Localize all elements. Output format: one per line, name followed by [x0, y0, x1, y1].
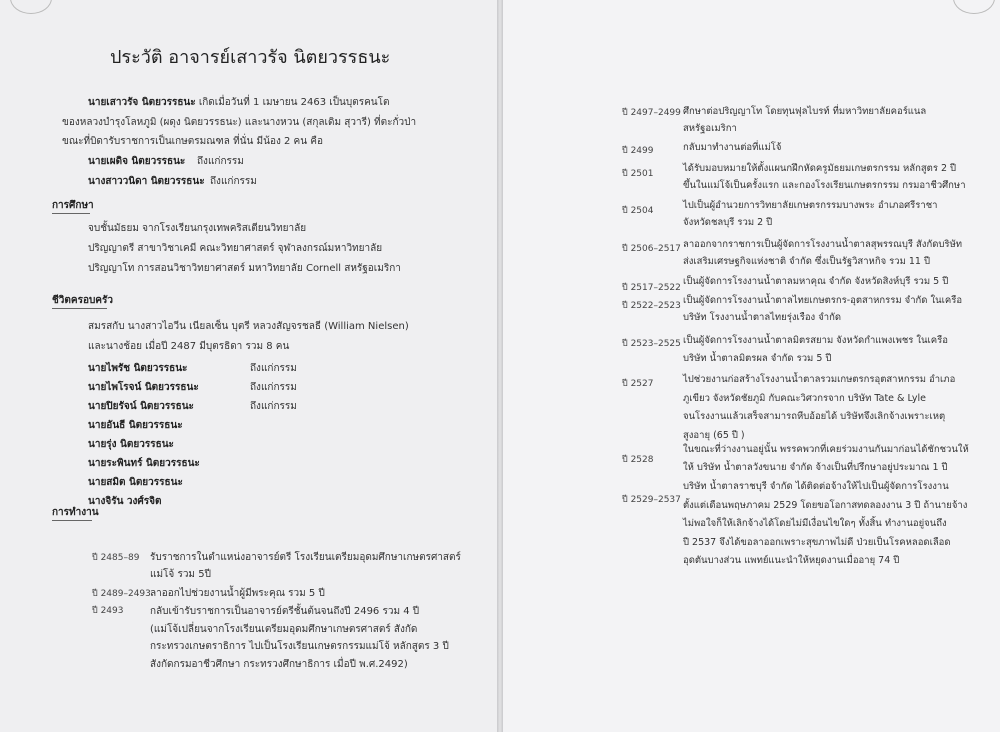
page-corner-ornament	[953, 0, 995, 14]
work-entry	[683, 332, 948, 368]
work-entry	[683, 103, 926, 137]
right-page	[503, 0, 1000, 732]
page-corner-ornament	[10, 0, 52, 14]
sibling-name: นางสาววนิดา นิตยวรรธนะ	[88, 176, 205, 187]
work-entry	[683, 141, 781, 154]
intro-line-3: ขณะที่บิดารับราชการเป็นเกษตรมณฑล ที่นั่น มีน้อง 2 คน คือ	[62, 136, 323, 147]
work-entry-line: สูงอายุ (65 ปี )	[683, 429, 745, 441]
child-name: นายปิยรัจน์ นิตยวรรธนะ	[88, 401, 194, 412]
work-entry-line: จังหวัดชลบุรี รวม 2 ปี	[683, 217, 773, 228]
child-name: นายไพรัช นิตยวรรธนะ	[88, 363, 188, 374]
education-heading: การศึกษา	[52, 200, 94, 211]
work-entry	[683, 441, 969, 477]
work-entry-line: กระทรวงเกษตราธิการ ไปเป็นโรงเรียนเกษตรกรรมแม่โจ้ หลักสูตร 3 ปี	[150, 641, 449, 652]
work-entry	[683, 197, 938, 231]
work-year: ปี 2506–2517	[622, 244, 681, 254]
work-entry-line: สหรัฐอเมริกา	[683, 123, 737, 134]
work-entry-line: ไม่พอใจก็ให้เลิกจ้างได้โดยไม่มีเงื่อนไขใดๆ ทั้งสิ้น ทำงานอยู่จนถึง	[683, 518, 947, 529]
work-year: ปี 2501	[622, 169, 654, 179]
work-year: ปี 2485–89	[92, 553, 140, 563]
child-status: ถึงแก่กรรม	[250, 401, 297, 412]
work-entry-line: บริษัท น้ำตาลมิตรผล จำกัด รวม 5 ปี	[683, 353, 832, 364]
work-year: ปี 2493	[92, 606, 124, 616]
work-year: ปี 2522–2523	[622, 301, 681, 311]
work-entry-line: ลาออกจากราชการเป็นผู้จัดการโรงงานน้ำตาลสุพรรณบุรี สังกัดบริษัท	[683, 239, 963, 250]
work-entry-line: แม่โจ้ รวม 5ปี	[150, 569, 211, 580]
work-entry-line: เป็นผู้จัดการโรงงานน้ำตาลมหาคุณ จำกัด จังหวัดสิงห์บุรี รวม 5 ปี	[683, 276, 949, 287]
work-entry	[683, 160, 966, 194]
work-entry	[683, 236, 962, 270]
work-entry-line: สังกัดกรมอาชีวศึกษา กระทรวงศึกษาธิการ เมื่อปี พ.ศ.2492)	[150, 658, 408, 670]
intro-line-1-text: เกิดเมื่อวันที่ 1 เมษายน 2463 เป็นบุตรคนโต	[195, 97, 390, 108]
heading-underline	[52, 308, 107, 309]
education-line: จบชั้นมัธยม จากโรงเรียนกรุงเทพคริสเตียนวิทยาลัย	[88, 223, 307, 234]
sibling-name: นายเผดิจ นิตยวรรธนะ	[88, 156, 186, 167]
work-heading: การทำงาน	[52, 507, 99, 518]
work-year: ปี 2489–2493	[92, 589, 151, 599]
work-entry-line: ส่งเสริมเศรษฐกิจแห่งชาติ จำกัด ซึ่งเป็นรัฐวิสาหกิจ รวม 11 ปี	[683, 256, 931, 267]
child-status: ถึงแก่กรรม	[250, 382, 297, 393]
work-entry-line: ไปช่วยงานก่อสร้างโรงงานน้ำตาลรวมเกษตรกรอุตสาหกรรม อำเภอ	[683, 374, 956, 385]
work-entry-line: ไปเป็นผู้อำนวยการวิทยาลัยเกษตรกรรมบางพระ อำเภอศรีราชา	[683, 200, 938, 211]
work-entry-line: บริษัท น้ำตาลราชบุรี จำกัด ได้ติดต่อจ้างให้ไปเป็นผู้จัดการโรงงาน	[683, 481, 949, 492]
work-entry	[683, 478, 967, 571]
heading-underline	[52, 520, 92, 521]
work-entry-line: เป็นผู้จัดการโรงงานน้ำตาลไทยเกษตรกร-อุตสาหกรรม จำกัด ในเครือ	[683, 295, 963, 306]
family-line-2: และนางช้อย เมื่อปี 2487 มีบุตรธิดา รวม 8 คน	[88, 341, 290, 352]
work-entry-line: ศึกษาต่อปริญญาโท โดยทุนฟุลไบรท์ ที่มหาวิทยาลัยคอร์แนล	[683, 106, 927, 117]
work-year: ปี 2523–2525	[622, 339, 681, 349]
child-name: นางจิรัน วงศ์รจิต	[88, 496, 162, 507]
left-page	[0, 0, 497, 732]
work-entry-line: กลับมาทำงานต่อที่แม่โจ้	[683, 142, 782, 153]
work-entry-line: (แม่โจ้เปลี่ยนจากโรงเรียนเตรียมอุดมศึกษาเกษตรศาสตร์ สังกัด	[150, 623, 418, 635]
child-status: ถึงแก่กรรม	[250, 363, 297, 374]
subject-name: นายเสาวรัจ นิตยวรรธนะ	[88, 97, 196, 108]
work-entry	[683, 371, 955, 445]
work-year: ปี 2504	[622, 206, 654, 216]
child-name: นายไพโรจน์ นิตยวรรธนะ	[88, 382, 199, 393]
intro-line-1	[88, 96, 390, 109]
work-entry	[150, 585, 325, 602]
work-year: ปี 2499	[622, 146, 654, 156]
heading-underline	[52, 213, 90, 214]
work-entry-line: บริษัท โรงงานน้ำตาลไทยรุ่งเรือง จำกัด	[683, 312, 842, 323]
work-entry-line: กลับเข้ารับราชการเป็นอาจารย์ตรีชั้นต้นจนถึงปี 2496 รวม 4 ปี	[150, 606, 420, 617]
work-entry-line: จนโรงงานแล้วเสร็จสามารถหีบอ้อยได้ บริษัทจึงเลิกจ้างเพราะเหตุ	[683, 411, 946, 422]
work-entry-line: เป็นผู้จัดการโรงงานน้ำตาลมิตรสยาม จังหวัดกำแพงเพชร ในเครือ	[683, 335, 948, 346]
work-entry	[683, 292, 962, 326]
work-entry	[150, 603, 449, 673]
work-entry-line: ปี 2537 จึงได้ขอลาออกเพราะสุขภาพไม่ดี ป่วยเป็นโรคหลอดเลือด	[683, 536, 951, 548]
page-title: ประวัติ อาจารย์เสาวรัจ นิตยวรรธนะ	[110, 47, 391, 68]
work-entry-line: ให้ บริษัท น้ำตาลวังขนาย จำกัด จ้างเป็นที่ปรึกษาอยู่ประมาณ 1 ปี	[683, 462, 948, 473]
work-year: ปี 2497–2499	[622, 108, 681, 118]
work-year: ปี 2527	[622, 379, 654, 389]
work-entry-line: ภูเขียว จังหวัดชัยภูมิ กับคณะวิศวกรจาก บริษัท Tate & Lyle	[683, 392, 927, 404]
work-year: ปี 2528	[622, 455, 654, 465]
education-line: ปริญญาตรี สาขาวิชาเคมี คณะวิทยาศาสตร์ จุฬาลงกรณ์มหาวิทยาลัย	[88, 243, 383, 254]
intro-line-2: ของหลวงบำรุงโลหภูมิ (ผดุง นิตยวรรธนะ) และนางหวน (สกุลเดิม สุวารี) ที่ตะกั่วป่า	[62, 117, 417, 128]
child-name: นายรุ่ง นิตยวรรธนะ	[88, 439, 174, 450]
child-name: นายระพินทร์ นิตยวรรธนะ	[88, 458, 200, 469]
work-entry-line: ขึ้นในแม่โจ้เป็นครั้งแรก และกองโรงเรียนเกษตรกรรม กรมอาชีวศึกษา	[683, 180, 966, 191]
sibling-status: ถึงแก่กรรม	[210, 176, 257, 187]
work-entry-line: ลาออกไปช่วยงานน้ำผู้มีพระคุณ รวม 5 ปี	[150, 588, 325, 599]
work-entry	[683, 275, 948, 288]
work-year: ปี 2529–2537	[622, 495, 681, 505]
work-entry	[150, 549, 461, 583]
child-name: นายอันธี นิตยวรรธนะ	[88, 420, 183, 431]
family-heading: ชีวิตครอบครัว	[52, 295, 113, 306]
sibling-status: ถึงแก่กรรม	[197, 156, 244, 167]
work-year: ปี 2517–2522	[622, 283, 681, 293]
education-line: ปริญญาโท การสอนวิชาวิทยาศาสตร์ มหาวิทยาลัย Cornell สหรัฐอเมริกา	[88, 263, 401, 274]
work-entry-line: อุดตันบางส่วน แพทย์แนะนำให้หยุดงานเมื่ออายุ 74 ปี	[683, 555, 900, 566]
work-entry-line: รับราชการในตำแหน่งอาจารย์ตรี โรงเรียนเตรียมอุดมศึกษาเกษตรศาสตร์	[150, 552, 461, 563]
family-line-1: สมรสกับ นางสาวไอวีน เนียลเซ็น บุตรี หลวงสัญจรชลธี (William Nielsen)	[88, 321, 409, 332]
work-entry-line: ได้รับมอบหมายให้ตั้งแผนกฝึกหัดครูมัธยมเกษตรกรรม หลักสูตร 2 ปี	[683, 163, 957, 174]
child-name: นายสมิต นิตยวรรธนะ	[88, 477, 183, 488]
work-entry-line: ในขณะที่ว่างงานอยู่นั้น พรรคพวกที่เคยร่วมงานกันมาก่อนได้ชักชวนให้	[683, 444, 969, 455]
work-entry-line: ตั้งแต่เดือนพฤษภาคม 2529 โดยขอโอกาสทดลองงาน 3 ปี ถ้านายจ้าง	[683, 499, 968, 511]
